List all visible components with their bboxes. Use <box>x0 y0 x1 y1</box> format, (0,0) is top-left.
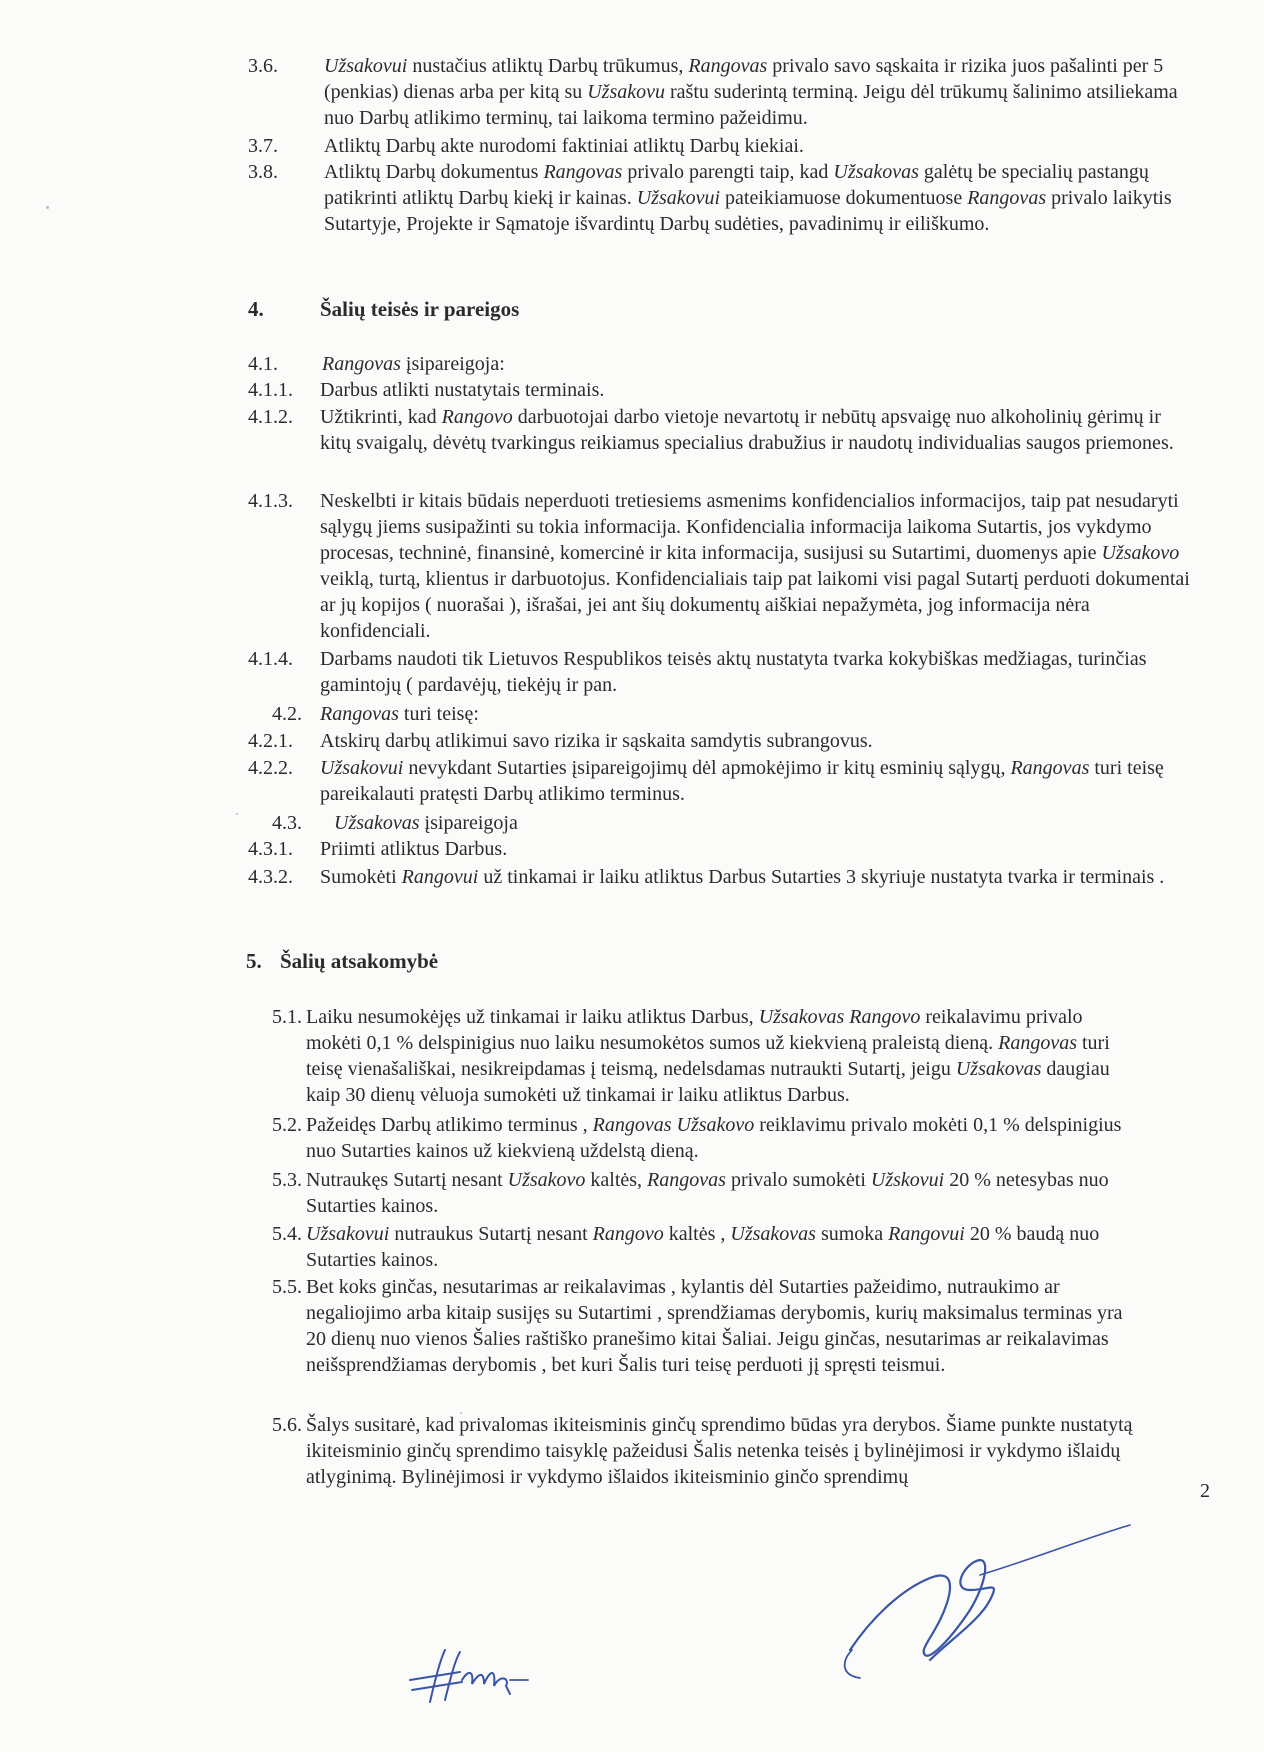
clause-number: 4.1.1. <box>248 379 293 401</box>
section-5-heading <box>246 948 439 974</box>
clause-number: 4.2.2. <box>248 757 293 779</box>
clause-text: Atliktų Darbų akte nurodomi faktiniai atliktų Darbų kiekiai. <box>324 135 804 157</box>
clause-text: Atliktų Darbų dokumentus Rangovas privalo parengti taip, kad Užsakovas galėtų be specialių pastangų patikrinti atliktų Darbų kiekį ir kainas. Užsakovui pateikiamuose dokumentuose Rangovas privalo laikytis Sutartyje, Projekte ir Sąmatoje išvardintų Darbų sudėties, pavadinimų ir eiliškumo. <box>324 161 1172 235</box>
clause-text: Pažeidęs Darbų atlikimo terminus , Rangovas Užsakovo reiklavimu privalo mokėti 0,1 % delspinigius nuo Sutarties kainos už kiekvieną uždelstą dieną. <box>306 1114 1122 1162</box>
clause-text: Bet koks ginčas, nesutarimas ar reikalavimas , kylantis dėl Sutarties pažeidimo, nutraukimo ar negaliojimo arba kitaip susijęs su Sutartimi , sprendžiamas derybomis, kurių maksimalus terminas yra 20 dienų nuo vienos Šalies raštiško pranešimo kitai Šaliai. Jeigu ginčas, nesutarimas ar reikalavimas neišsprendžiamas derybomis , bet kuri Šalis turi teisę perduoti jį spręsti teismui. <box>306 1276 1123 1376</box>
clause-text: Sumokėti Rangovui už tinkamai ir laiku atliktus Darbus Sutarties 3 skyriuje nustatyta tvarka ir terminais . <box>320 866 1165 888</box>
clause-number: 5.2. <box>272 1114 302 1136</box>
clause-number: 4.3. <box>272 812 302 834</box>
section-number: 4. <box>248 297 264 321</box>
clause-number: 4.1. <box>248 353 278 375</box>
clause-text: Užsakovas įsipareigoja <box>334 812 518 834</box>
clause-number: 5.6. <box>272 1414 302 1436</box>
clause-number: 3.8. <box>248 161 278 183</box>
clause-text: Darbus atlikti nustatytais terminais. <box>320 379 605 401</box>
clause-number: 4.2.1. <box>248 730 293 752</box>
clause-number: 4.1.4. <box>248 648 293 670</box>
section-number: 5. <box>246 949 262 973</box>
clause-text: Rangovas įsipareigoja: <box>322 353 505 375</box>
clause-text: Darbams naudoti tik Lietuvos Respublikos teisės aktų nustatyta tvarka kokybiškas medžiagas, turinčias gamintojų ( pardavėjų, tiekėjų ir pan. <box>320 648 1147 696</box>
clause-text: Užsakovui nevykdant Sutarties įsipareigojimų dėl apmokėjimo ir kitų esminių sąlygų, Rangovas turi teisę pareikalauti pratęsti Darbų atlikimo terminus. <box>320 757 1164 805</box>
page-number: 2 <box>1200 1480 1210 1502</box>
clause-number: 4.3.2. <box>248 866 293 888</box>
signature-right <box>830 1500 1150 1700</box>
section-title: Šalių teisės ir pareigos <box>320 297 520 321</box>
clause-text: Šalys susitarė, kad privalomas ikiteisminis ginčų sprendimo būdas yra derybos. Šiame punkte nustatytą ikiteisminio ginčų sprendimo taisyklę pažeidusi Šalis netenka teisės į bylinėjimosi ir vykdymo išlaidų atlyginimą. Bylinėjimosi ir vykdymo išlaidos ikiteisminio ginčo sprendimų <box>306 1414 1133 1488</box>
clause-text: Nutraukęs Sutartį nesant Užsakovo kaltės, Rangovas privalo sumokėti Užskovui 20 % netesybas nuo Sutarties kainos. <box>306 1169 1109 1217</box>
signature-left <box>400 1640 560 1730</box>
scan-speck <box>236 813 238 815</box>
clause-number: 4.1.2. <box>248 406 293 428</box>
scan-speck <box>46 206 49 209</box>
clause-text: Užtikrinti, kad Rangovo darbuotojai darbo vietoje nevartotų ir nebūtų apsvaigę nuo alkoholinių gėrimų ir kitų svaigalų, dėvėtų tvarkingus reikiamus specialius drabužius ir naudotų individualias saugos priemones. <box>320 406 1174 454</box>
section-4-heading <box>248 296 520 322</box>
clause-number: 4.1.3. <box>248 490 293 512</box>
clause-number: 3.6. <box>248 55 278 77</box>
clause-text: Neskelbti ir kitais būdais neperduoti tretiesiems asmenims konfidencialios informacijos, taip pat nesudaryti sąlygų jiems susipažinti su tokia informacija. Konfidencialia informacija laikoma Sutartis, jos vykdymo procesas, techninė, finansinė, komercinė ir kita informacija, susijusi su Sutartimi, duomenys apie Užsakovo veiklą, turtą, klientus ir darbuotojus. Konfidencialiais taip pat laikomi visi pagal Sutartį perduoti dokumentai ar jų kopijos ( nuorašai ), išrašai, jei ant šių dokumentų aiškiai nepažymėta, jog informacija nėra konfidenciali. <box>320 490 1190 642</box>
clause-number: 4.3.1. <box>248 838 293 860</box>
scan-speck <box>460 1412 462 1414</box>
clause-text: Atskirų darbų atlikimui savo rizika ir sąskaita samdytis subrangovus. <box>320 730 873 752</box>
section-title: Šalių atsakomybė <box>280 949 439 973</box>
clause-number: 5.1. <box>272 1006 302 1028</box>
clause-number: 4.2. <box>272 703 302 725</box>
clause-text: Rangovas turi teisę: <box>320 703 479 725</box>
clause-number: 5.5. <box>272 1276 302 1298</box>
clause-number: 3.7. <box>248 135 278 157</box>
clause-text: Laiku nesumokėjęs už tinkamai ir laiku atliktus Darbus, Užsakovas Rangovo reikalavimu privalo mokėti 0,1 % delspinigius nuo laiku nesumokėtos sumos už kiekvieną praleistą dieną. Rangovas turi teisę vienašališkai, nesikreipdamas į teismą, nedelsdamas nutraukti Sutartį, jeigu Užsakovas daugiau kaip 30 dienų vėluoja sumokėti už tinkamai ir laiku atliktus Darbus. <box>306 1006 1110 1106</box>
clause-text: Priimti atliktus Darbus. <box>320 838 508 860</box>
clause-number: 5.3. <box>272 1169 302 1191</box>
clause-text: Užsakovui nutraukus Sutartį nesant Rangovo kaltės , Užsakovas sumoka Rangovui 20 % baudą nuo Sutarties kainos. <box>306 1223 1100 1271</box>
clause-number: 5.4. <box>272 1223 302 1245</box>
clause-text: Užsakovui nustačius atliktų Darbų trūkumus, Rangovas privalo savo sąskaita ir rizika juos pašalinti per 5 (penkias) dienas arba per kitą su Užsakovu raštu suderintą terminą. Jeigu dėl trūkumų šalinimo atsiliekama nuo Darbų atlikimo terminų, tai laikoma termino pažeidimu. <box>324 55 1178 129</box>
